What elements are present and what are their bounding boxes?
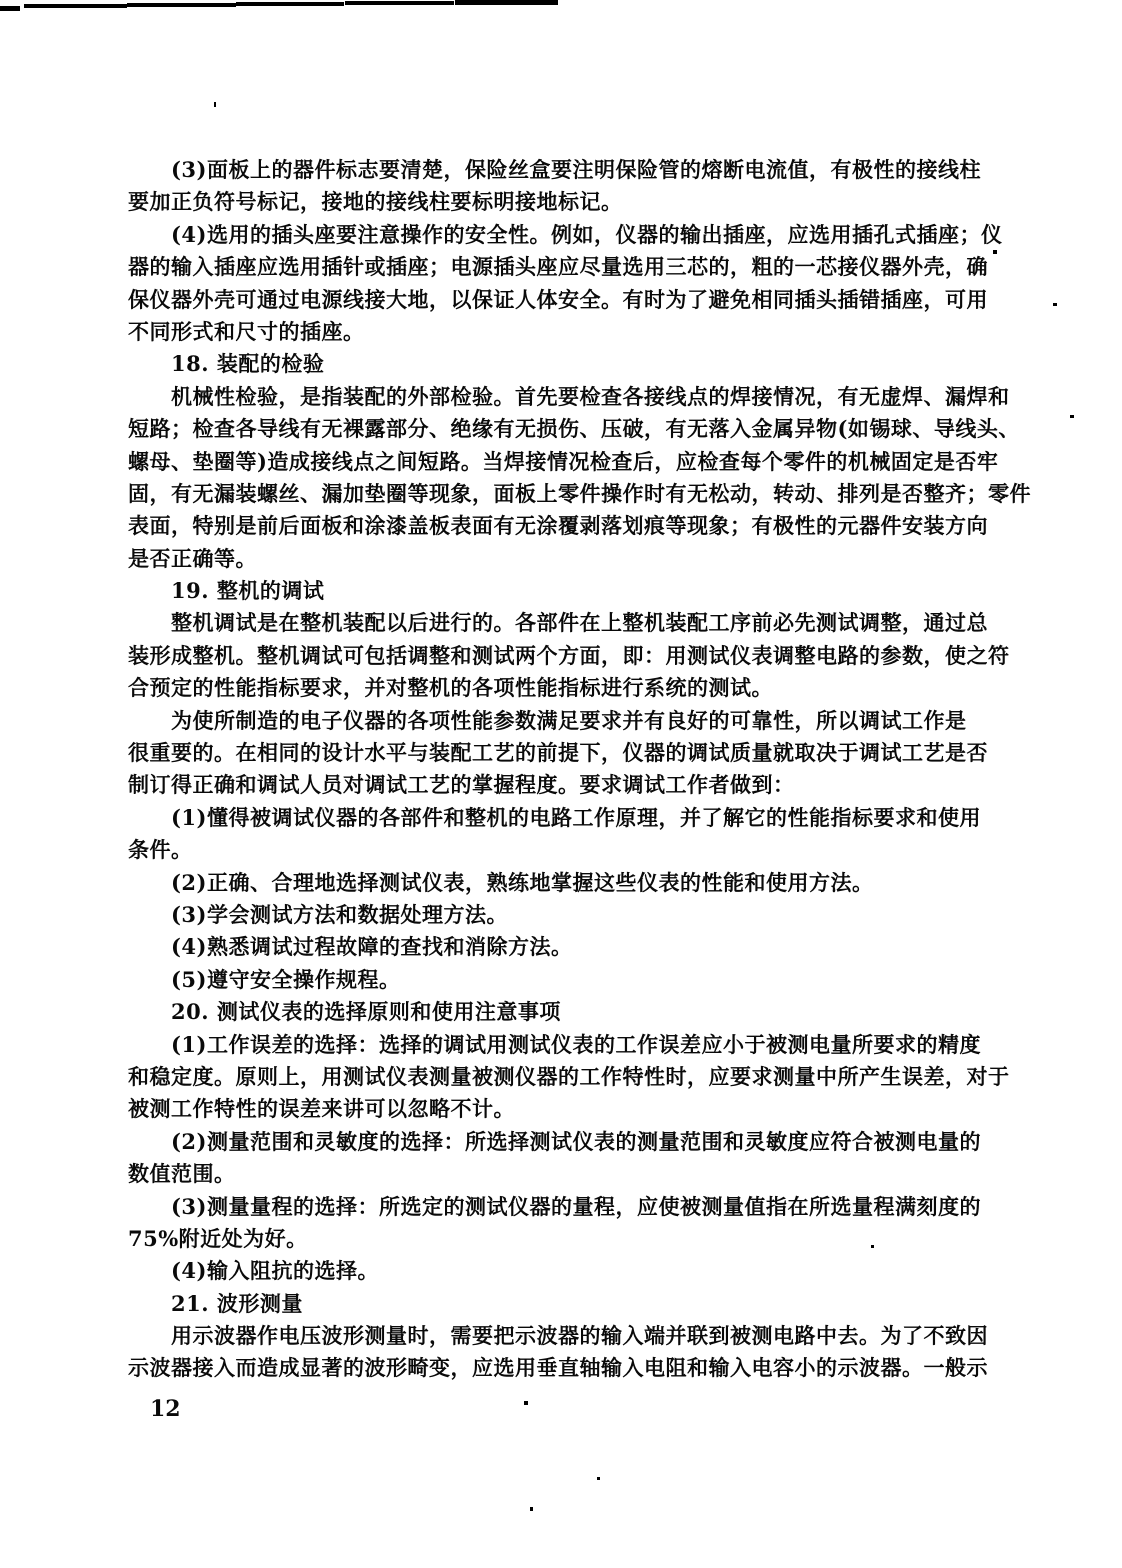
- text-line: 短路；检查各导线有无裸露部分、绝缘有无损伤、压破，有无落入金属异物(如锡球、导线头、: [128, 416, 1020, 442]
- text-block: [128, 154, 1031, 1385]
- text-line: 固，有无漏装螺丝、漏加垫圈等现象，面板上零件操作时有无松动，转动、排列是否整齐；零件: [128, 480, 1031, 506]
- page-edge-scan-line: [345, 1, 454, 5]
- text-line: (4)熟悉调试过程故障的查找和消除方法。: [171, 934, 573, 960]
- scan-noise-dot: [1053, 303, 1057, 306]
- text-line: 用示波器作电压波形测量时，需要把示波器的输入端并联到被测电路中去。为了不致因: [171, 1323, 988, 1349]
- text-line: (3)测量量程的选择：所选定的测试仪器的量程，应使被测量值指在所选量程满刻度的: [171, 1193, 981, 1219]
- page-edge-scan-line: [0, 6, 20, 11]
- page-edge-scan-line: [236, 2, 344, 6]
- text-line: 18. 装配的检验: [171, 351, 325, 377]
- text-line: 装形成整机。整机调试可包括调整和测试两个方面，即：用测试仪表调整电路的参数，使之符: [128, 642, 1010, 668]
- text-line: (3)面板上的器件标志要清楚，保险丝盒要注明保险管的熔断电流值，有极性的接线柱: [171, 157, 981, 182]
- scan-noise-dot: [214, 102, 216, 107]
- text-line: 示波器接入而造成显著的波形畸变，应选用垂直轴输入电阻和输入电容小的示波器。一般示: [128, 1355, 988, 1381]
- scan-noise-dot: [597, 1477, 600, 1480]
- text-line: (3)学会测试方法和数据处理方法。: [171, 901, 508, 927]
- text-line: (1)懂得被调试仪器的各部件和整机的电路工作原理，并了解它的性能指标要求和使用: [171, 804, 981, 830]
- text-line: 和稳定度。原则上，用测试仪表测量被测仪器的工作特性时，应要求测量中所产生误差，对于: [128, 1063, 1010, 1089]
- text-line: (1)工作误差的选择：选择的调试用测试仪表的工作误差应小于被测电量所要求的精度: [171, 1031, 981, 1057]
- text-line: 机械性检验，是指装配的外部检验。首先要检查各接线点的焊接情况，有无虚焊、漏焊和: [171, 383, 1010, 409]
- text-line: (5)遵守安全操作规程。: [171, 966, 401, 992]
- page-edge-scan-line: [24, 4, 127, 8]
- text-line: 表面，特别是前后面板和涂漆盖板表面有无涂覆剥落划痕等现象；有极性的元器件安装方向: [128, 513, 988, 539]
- text-line: (2)正确、合理地选择测试仪表，熟练地掌握这些仪表的性能和使用方法。: [171, 869, 874, 895]
- page-edge-scan-line: [127, 3, 236, 7]
- text-line: 被测工作特性的误差来讲可以忽略不计。: [128, 1096, 515, 1122]
- text-line: (4)选用的插头座要注意操作的安全性。例如，仪器的输出插座，应选用插孔式插座；仪: [171, 221, 1003, 247]
- scan-noise-dot: [524, 1401, 528, 1405]
- text-line: 为使所制造的电子仪器的各项性能参数满足要求并有良好的可靠性，所以调试工作是: [171, 707, 967, 733]
- text-line: 很重要的。在相同的设计水平与装配工艺的前提下，仪器的调试质量就取决于调试工艺是否: [128, 740, 988, 766]
- text-line: 整机调试是在整机装配以后进行的。各部件在上整机装配工序前必先测试调整，通过总: [171, 610, 988, 636]
- scan-noise-dot: [1070, 415, 1074, 418]
- text-line: 75%附近处为好。: [128, 1225, 308, 1251]
- text-line: 条件。: [128, 837, 193, 863]
- text-line: 是否正确等。: [128, 545, 257, 571]
- text-line: 保仪器外壳可通过电源线接大地，以保证人体安全。有时为了避免相同插头插错插座，可用: [128, 286, 988, 312]
- text-line: 要加正负符号标记，接地的接线柱要标明接地标记。: [128, 189, 623, 215]
- text-line: 合预定的性能指标要求，并对整机的各项性能指标进行系统的测试。: [128, 675, 773, 701]
- text-line: 20. 测试仪表的选择原则和使用注意事项: [171, 999, 561, 1025]
- text-line: 21. 波形测量: [171, 1290, 303, 1316]
- page-edge-scan-line: [455, 0, 558, 5]
- text-line: 数值范围。: [128, 1161, 236, 1187]
- text-line: 制订得正确和调试人员对调试工艺的掌握程度。要求调试工作者做到：: [128, 772, 795, 798]
- text-line: 螺母、垫圈等)造成接线点之间短路。当焊接情况检查后，应检查每个零件的机械固定是否牢: [128, 448, 999, 474]
- scan-noise-dot: [530, 1507, 533, 1511]
- text-line: 器的输入插座应选用插针或插座；电源插头座应尽量选用三芯的，粗的一芯接仪器外壳，确: [128, 254, 988, 280]
- text-line: (2)测量范围和灵敏度的选择：所选择测试仪表的测量范围和灵敏度应符合被测电量的: [171, 1128, 981, 1154]
- text-line: (4)输入阻抗的选择。: [171, 1258, 379, 1284]
- text-line: 不同形式和尺寸的插座。: [128, 318, 365, 344]
- text-line: 19. 整机的调试: [171, 578, 325, 604]
- page-number: 12: [150, 1396, 181, 1422]
